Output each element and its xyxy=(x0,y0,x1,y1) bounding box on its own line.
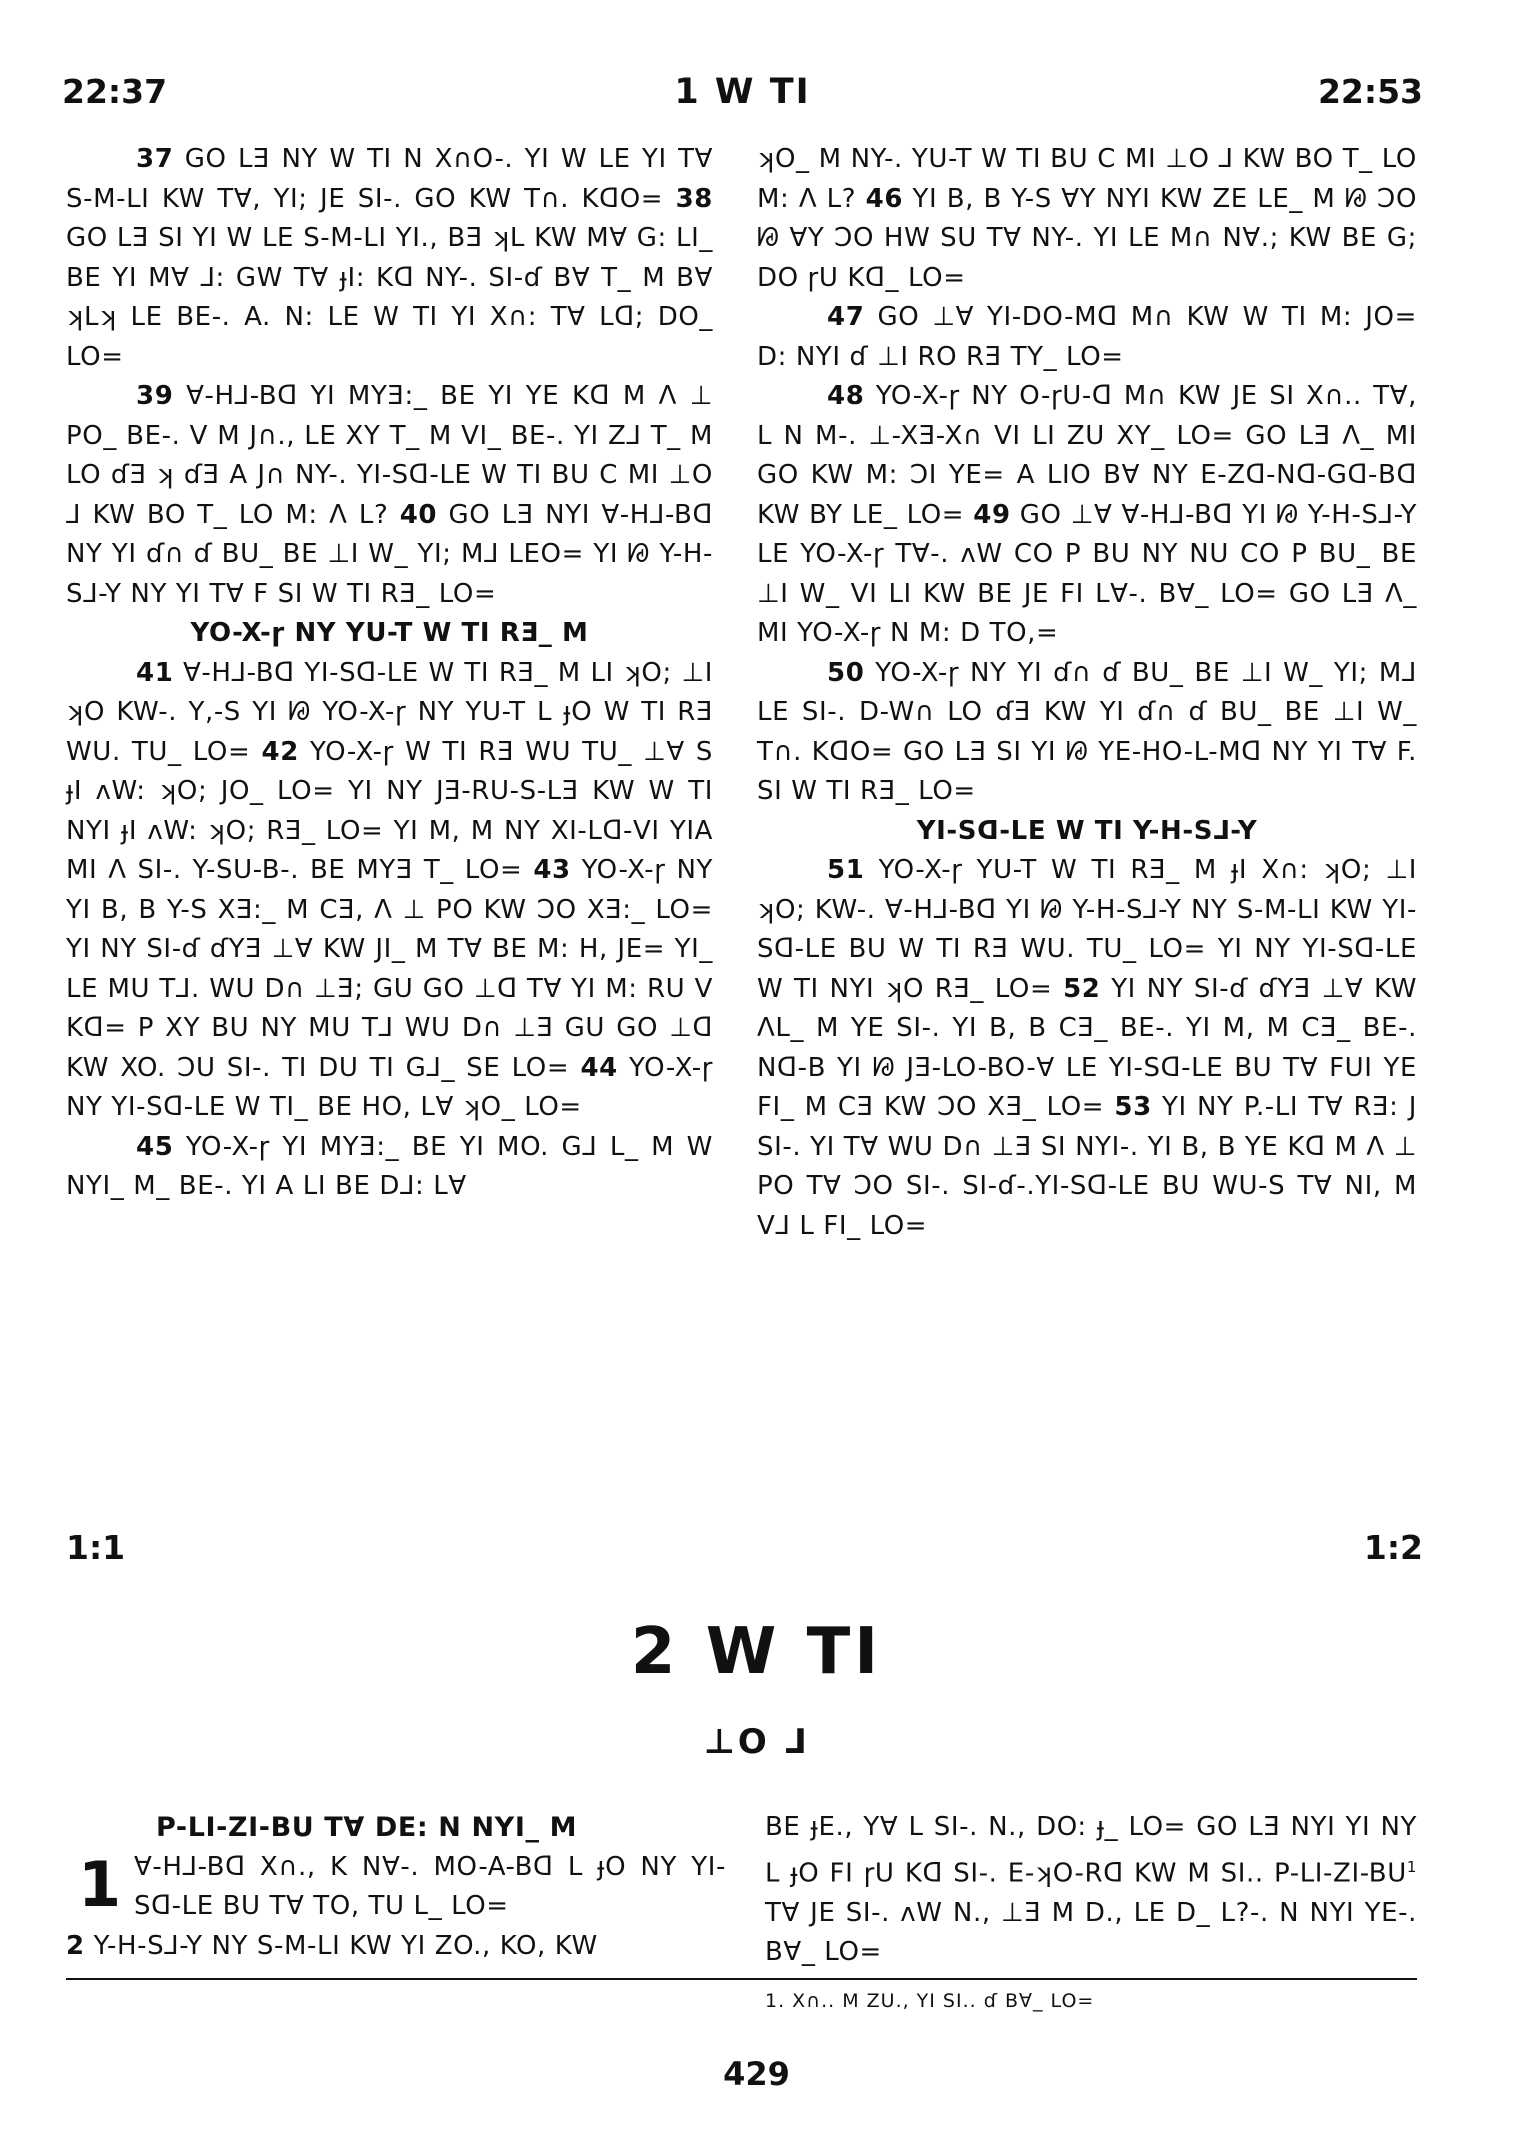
verse-number: 46 xyxy=(865,183,904,214)
section-heading: YI-Sᗡ-LE W TI Y-H-S⅃-Y xyxy=(916,815,1258,846)
verse-text: YO-X-ɼ YI MYƎ:_ BE YI MO. G⅃ L_ M W NYI_ M_ BE-. YI A LI BE D⅃: L∀ xyxy=(66,1131,713,1201)
verse-number: 48 xyxy=(827,381,865,411)
chapter-number-dropcap: 1 xyxy=(78,1847,122,1921)
verse-2-text: Y-H-S⅃-Y NY S-M-LI KW YI ZO., KO, KW xyxy=(84,1930,598,1961)
chapter-mark-right: 1:2 xyxy=(1363,1528,1423,1567)
section-heading: YO-X-ɼ NY YU-T W TI RƎ_ M xyxy=(190,618,589,648)
verse-number: 49 xyxy=(973,499,1011,530)
verse-number: 2 xyxy=(66,1930,85,1961)
verse-number: 37 xyxy=(136,144,174,174)
verse-paragraph xyxy=(66,654,713,1128)
verse-paragraph xyxy=(757,140,1417,298)
verse-text: GO LƎ SI YI W LE S-M-LI YI., BƎ ʞL KW M∀ G: LI_ BE YI M∀ ⅃: GW T∀ ɟI: Kᗡ NY-. SI-ɗ B∀ T_ M B∀ ʞLʞ LE BE-. A. N: LE W TI YI X∩: T∀ Lᗡ; DO_ LO= xyxy=(66,223,713,372)
running-head-book-title: 1 W TI xyxy=(674,72,811,112)
footnote-divider xyxy=(66,1978,1417,1980)
running-head-right-reference: 22:53 xyxy=(1317,72,1423,111)
verse-paragraph xyxy=(66,140,713,377)
footnote-text: 1. X∩.. M ZU., YI SI.. ɗ B∀_ LO= xyxy=(765,1990,1095,2012)
verse-number: 42 xyxy=(261,736,299,767)
section-heading: P-LI-ZI-BU T∀ DE: N NYI_ M xyxy=(156,1812,578,1843)
verse-text: YO-X-ɼ YU-T W TI RƎ_ M ɟI X∩: ʞO; ⊥I ʞO; KW-. ∀-H⅃-Bᗡ YI ᘘ Y-H-S⅃-Y NY S-M-LI KW YI-Sᗡ-LE BU W TI RƎ WU. TU_ LO= YI NY YI-Sᗡ-LE W TI NYI ʞO RƎ_ LO= xyxy=(757,855,1417,1004)
chapter-mark-left: 1:1 xyxy=(66,1528,126,1567)
chapter-one-paragraph xyxy=(66,1848,726,1927)
verse-paragraph xyxy=(757,654,1417,812)
verse-number: 44 xyxy=(580,1052,618,1083)
verse-paragraph xyxy=(66,1128,713,1207)
footnote-reference[interactable]: 1 xyxy=(1406,1857,1417,1876)
verse-text: YI B, B Y-S ∀Y NYI KW ZE LE_ M ᘘ ƆO ᘘ ∀Y ƆO HW SU T∀ NY-. YI LE M∩ N∀.; KW BE G; DO ɼU Kᗡ_ LO= xyxy=(757,183,1418,293)
verse-number: 50 xyxy=(827,657,865,688)
verse-text: YO-X-ɼ NY YI ɗ∩ ɗ BU_ BE ⊥I W_ YI; M⅃ LE SI-. D-W∩ LO ɗƎ KW YI ɗ∩ ɗ BU_ BE ⊥I W_ T∩. KᗡO= GO LƎ SI YI ᘘ YE-HO-L-Mᗡ NY YI T∀ F. SI W TI RƎ_ LO= xyxy=(757,657,1417,806)
verse-number: 51 xyxy=(827,855,865,885)
verse-number: 41 xyxy=(136,657,174,688)
verse-2-continuation xyxy=(765,1808,1417,1973)
running-head xyxy=(62,72,1423,122)
verse-paragraph xyxy=(66,377,713,614)
verse-paragraph xyxy=(757,298,1417,377)
verse-text: GO LƎ NY W TI N X∩O-. YI W LE YI T∀ S-M-LI KW T∀, YI; JE SI-. GO KW T∩. KᗡO= xyxy=(66,144,713,214)
verse-paragraph xyxy=(757,377,1417,654)
verse-number: 40 xyxy=(399,499,438,530)
verse-text: YO-X-ɼ W TI RƎ WU TU_ ⊥∀ S ɟI ʌW: ʞO; JO_ LO= YI NY JƎ-RU-S-LƎ KW W TI NYI ɟI ʌW: ʞO; RƎ_ LO= YI M, M NY XI-Lᗡ-VI YIA MI Λ SI-. Y-SU-B-. BE MYƎ T_ LO= xyxy=(66,736,713,885)
verse-text: ∀-H⅃-Bᗡ YI-Sᗡ-LE W TI RƎ_ M LI ʞO; ⊥I ʞO KW-. Y,-S YI ᘘ YO-X-ɼ NY YU-T L ɟO W TI RƎ WU. TU_ LO= xyxy=(66,657,713,767)
verse-number: 52 xyxy=(1063,973,1101,1004)
verse-text: YO-X-ɼ NY O-ɼU-ᗡ M∩ KW JE SI X∩.. T∀, L N M-. ⊥-XƎ-X∩ VI LI ZU XY_ LO= GO LƎ Λ_ MI GO KW M: ƆI YE= A LIO B∀ NY E-Zᗡ-Nᗡ-Gᗡ-Bᗡ KW BY LE_ LO= xyxy=(757,381,1417,530)
running-head-left-reference: 22:37 xyxy=(62,72,168,111)
verse-number: 43 xyxy=(533,855,571,885)
verse-text: YI NY P.-LI T∀ RƎ: J SI-. YI T∀ WU D∩ ⊥Ǝ SI NYI-. YI B, B YE Kᗡ M Λ ⊥ PO T∀ ƆO SI-. SI-ɗ-.YI-Sᗡ-LE BU WU-S T∀ NI, M V⅃ L FI_ LO= xyxy=(757,1092,1417,1241)
verse-1-text: ∀-H⅃-Bᗡ X∩., K N∀-. MO-A-Bᗡ L ɟO NY YI-Sᗡ-LE BU T∀ TO, TU L_ LO= xyxy=(134,1851,726,1921)
verse-text: GO LƎ NYI ∀-H⅃-Bᗡ NY YI ɗ∩ ɗ BU_ BE ⊥I W_ YI; M⅃ LEO= YI ᘘ Y-H-S⅃-Y NY YI T∀ F SI W TI RƎ_ LO= xyxy=(66,499,713,609)
verse-number: 45 xyxy=(136,1131,174,1162)
book-title: 2 W TI xyxy=(630,1615,883,1689)
verse-text: GO ⊥∀ YI-DO-Mᗡ M∩ KW W TI M: JO= D: NYI ɗ ⊥I RO RƎ TY_ LO= xyxy=(757,302,1417,372)
verse-number: 47 xyxy=(827,302,865,332)
verse-text: YO-X-ɼ NY YI-Sᗡ-LE W TI_ BE HO, L∀ ʞO_ LO= xyxy=(66,1052,713,1122)
right-text-column xyxy=(757,140,1417,1246)
verse-text: ∀-H⅃-Bᗡ YI MYƎ:_ BE YI YE Kᗡ M Λ ⊥ PO_ BE-. V M J∩., LE XY T_ M VI_ BE-. YI Z⅃ T_ M LO ɗƎ ʞ ɗƎ A J∩ NY-. YI-Sᗡ-LE W TI BU C MI ⊥O ⅃ KW BO T_ LO M: Λ L? xyxy=(66,381,713,530)
page-number: 429 xyxy=(723,2055,790,2093)
book-intro-left-column xyxy=(66,1808,726,1966)
book-intro-right-column xyxy=(765,1808,1417,1973)
verse-number: 53 xyxy=(1114,1092,1152,1122)
left-text-column xyxy=(66,140,713,1207)
verse-text: BE ɟE., Y∀ L SI-. N., DO: ɟ_ LO= GO LƎ NYI YI NY L ɟO FI ɼU Kᗡ SI-. E-ʞO-Rᗡ KW M SI.. P-LI-ZI-BU xyxy=(765,1812,1417,1889)
verse-2-paragraph xyxy=(66,1927,726,1967)
verse-number: 39 xyxy=(136,381,174,411)
book-subtitle: ⊥O ⅃ xyxy=(703,1722,810,1762)
verse-number: 38 xyxy=(675,183,713,214)
verse-paragraph xyxy=(757,851,1417,1246)
verse-text: YO-X-ɼ NY YI B, B Y-S XƎ:_ M CƎ, Λ ⊥ PO KW ƆO XƎ:_ LO= YI NY SI-ɗ ɗYƎ ⊥∀ KW JI_ M T∀ BE M: H, JE= YI_ LE MU T⅃. WU D∩ ⊥Ǝ; GU GO ⊥ᗡ T∀ YI M: RU V Kᗡ= P XY BU NY MU T⅃ WU D∩ ⊥Ǝ GU GO ⊥ᗡ KW XO. ƆU SI-. TI DU TI G⅃_ SE LO= xyxy=(66,855,713,1083)
verse-text: GO ⊥∀ ∀-H⅃-Bᗡ YI ᘘ Y-H-S⅃-Y LE YO-X-ɼ T∀-. ʌW CO P BU NY NU CO P BU_ BE ⊥I W_ VI LI KW BE JE FI L∀-. B∀_ LO= GO LƎ Λ_ MI YO-X-ɼ N M: D TO,= xyxy=(757,499,1417,648)
verse-text: T∀ JE SI-. ʌW N., ⊥Ǝ M D., LE D_ L?-. N NYI YE-. B∀_ LO= xyxy=(765,1897,1417,1968)
verse-text: YI NY SI-ɗ ɗYƎ ⊥∀ KW ΛL_ M YE SI-. YI B, B CƎ_ BE-. YI M, M CƎ_ BE-. Nᗡ-B YI ᘘ JƎ-LO-BO-∀ LE YI-Sᗡ-LE BU T∀ FUI YE FI_ M CƎ KW ƆO XƎ_ LO= xyxy=(757,973,1417,1122)
verse-text: ʞO_ M NY-. YU-T W TI BU C MI ⊥O ⅃ KW BO T_ LO M: Λ L? xyxy=(757,144,1417,214)
